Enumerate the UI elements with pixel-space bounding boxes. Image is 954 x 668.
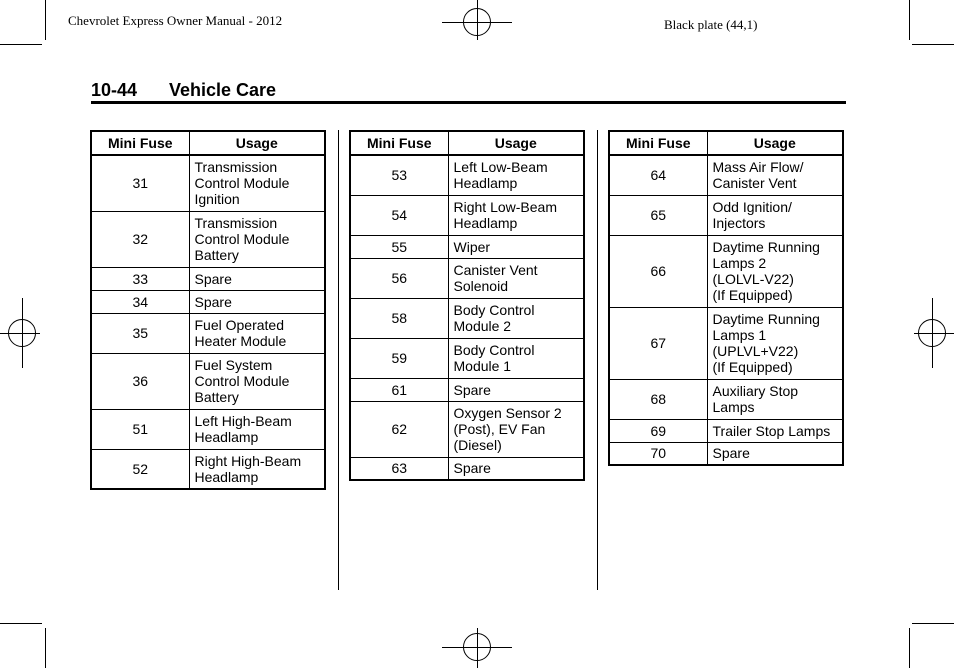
fuse-usage: Auxiliary Stop Lamps [707,379,843,419]
registration-line [477,628,478,668]
fuse-table-3 [608,130,844,466]
fuse-row [350,378,584,401]
fuse-number: 63 [350,457,448,480]
fuse-usage: Transmission Control Module Ignition [189,155,325,211]
fuse-usage: Mass Air Flow/ Canister Vent [707,155,843,195]
fuse-number: 70 [609,442,707,465]
column-divider [597,130,598,590]
fuse-number: 52 [91,449,189,489]
fuse-usage: Trailer Stop Lamps [707,419,843,442]
fuse-usage: Fuel Operated Heater Module [189,313,325,353]
section-name: Vehicle Care [169,80,277,100]
fuse-row [609,307,843,379]
fuse-number: 67 [609,307,707,379]
fuse-number: 58 [350,298,448,338]
fuse-number: 68 [609,379,707,419]
fuse-row [609,155,843,195]
manual-title: Chevrolet Express Owner Manual - 2012 [68,13,283,28]
fuse-number: 53 [350,155,448,195]
registration-line [22,298,23,368]
page-title [91,80,276,101]
fuse-row [350,298,584,338]
column-divider [338,130,339,590]
section-number: 10-44 [91,80,138,100]
registration-line [914,333,954,334]
fuse-usage: Daytime Running Lamps 1 (UPLVL+V22) (If Equipped) [707,307,843,379]
fuse-usage: Spare [448,457,584,480]
fuse-row [91,155,325,211]
crop-mark [0,44,42,45]
fuse-number: 59 [350,338,448,378]
fuse-usage: Body Control Module 2 [448,298,584,338]
fuse-usage: Transmission Control Module Battery [189,211,325,267]
fuse-usage: Left High-Beam Headlamp [189,409,325,449]
fuse-usage: Fuel System Control Module Battery [189,353,325,409]
fuse-row [350,258,584,298]
fuse-row [91,267,325,290]
fuse-table-1 [90,130,326,490]
column-header-fuse: Mini Fuse [350,131,448,155]
crop-mark [909,0,910,40]
fuse-number: 65 [609,195,707,235]
fuse-number: 54 [350,195,448,235]
plate-label: Black plate (44,1) [664,17,758,32]
fuse-number: 33 [91,267,189,290]
fuse-row [609,235,843,307]
crop-mark [45,0,46,40]
fuse-row [91,449,325,489]
fuse-number: 66 [609,235,707,307]
fuse-row [350,457,584,480]
fuse-row [91,353,325,409]
fuse-number: 34 [91,290,189,313]
column-header-usage: Usage [189,131,325,155]
fuse-row [609,442,843,465]
fuse-number: 36 [91,353,189,409]
fuse-row [350,195,584,235]
fuse-row [350,401,584,457]
fuse-row [91,290,325,313]
fuse-usage: Right Low-Beam Headlamp [448,195,584,235]
fuse-usage: Oxygen Sensor 2 (Post), EV Fan (Diesel) [448,401,584,457]
registration-line [932,298,933,368]
fuse-usage: Daytime Running Lamps 2 (LOLVL-V22) (If Equipped) [707,235,843,307]
fuse-row [609,195,843,235]
fuse-number: 55 [350,235,448,258]
fuse-usage: Spare [189,267,325,290]
title-rule [91,101,846,104]
fuse-usage: Canister Vent Solenoid [448,258,584,298]
fuse-usage: Odd Ignition/ Injectors [707,195,843,235]
fuse-number: 61 [350,378,448,401]
fuse-row [609,419,843,442]
fuse-usage: Body Control Module 1 [448,338,584,378]
fuse-usage: Spare [707,442,843,465]
fuse-table-2 [349,130,585,481]
column-header-fuse: Mini Fuse [609,131,707,155]
fuse-number: 35 [91,313,189,353]
fuse-row [350,338,584,378]
fuse-number: 31 [91,155,189,211]
fuse-usage: Wiper [448,235,584,258]
fuse-row [91,409,325,449]
crop-mark [0,623,42,624]
fuse-row [350,235,584,258]
registration-line [477,0,478,40]
crop-mark [912,44,954,45]
fuse-usage: Left Low-Beam Headlamp [448,155,584,195]
crop-mark [45,628,46,668]
crop-mark [909,628,910,668]
column-header-fuse: Mini Fuse [91,131,189,155]
crop-mark [912,623,954,624]
fuse-row [350,155,584,195]
fuse-number: 51 [91,409,189,449]
fuse-row [91,313,325,353]
fuse-number: 32 [91,211,189,267]
registration-line [0,333,40,334]
fuse-usage: Right High-Beam Headlamp [189,449,325,489]
fuse-row [609,379,843,419]
fuse-number: 69 [609,419,707,442]
column-header-usage: Usage [448,131,584,155]
column-header-usage: Usage [707,131,843,155]
fuse-usage: Spare [189,290,325,313]
fuse-usage: Spare [448,378,584,401]
fuse-number: 56 [350,258,448,298]
fuse-number: 64 [609,155,707,195]
fuse-row [91,211,325,267]
fuse-number: 62 [350,401,448,457]
